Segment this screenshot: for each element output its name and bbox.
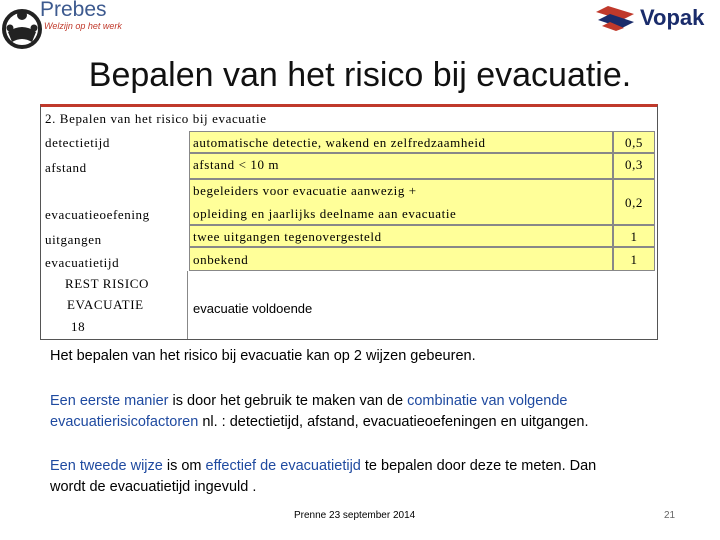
factor-value: 1	[630, 229, 638, 244]
body-paragraph-3-line-2: wordt de evacuatietijd ingevuld .	[50, 479, 257, 495]
prebes-logo-tagline: Welzijn op het werk	[44, 21, 122, 31]
factor-value: 0,5	[624, 135, 644, 150]
condition-text: onbekend	[193, 252, 249, 267]
condition-cell	[189, 247, 613, 271]
factor-label: evacuatietijd	[45, 255, 120, 270]
condition-text: opleiding en jaarlijks deelname aan evacuatie	[193, 206, 457, 221]
body-text: nl. : detectietijd, afstand, evacuatieoefeningen en uitgangen.	[198, 414, 589, 430]
highlight-text: Een tweede wijze	[50, 458, 163, 474]
condition-text: twee uitgangen tegenovergesteld	[193, 229, 382, 244]
rest-risico-result: evacuatie voldoende	[193, 301, 313, 316]
factor-label: uitgangen	[45, 232, 102, 247]
rest-risico-label: EVACUATIE	[67, 297, 144, 312]
factor-value: 0,2	[624, 195, 644, 210]
body-text: is om	[162, 458, 206, 474]
factor-label: afstand	[45, 160, 87, 175]
rest-risico-label: REST RISICO	[65, 276, 150, 291]
body-text: te bepalen door deze te meten. Dan	[360, 458, 597, 474]
footer-date: Prenne 23 september 2014	[294, 510, 416, 521]
condition-text: afstand < 10 m	[193, 157, 280, 172]
body-paragraph-2-line-2	[50, 414, 589, 430]
page-number: 21	[664, 510, 676, 521]
evacuation-risk-table	[40, 104, 658, 340]
body-text: is door het gebruik te maken van de	[168, 393, 408, 409]
condition-text: automatische detectie, wakend en zelfredzaamheid	[193, 135, 486, 150]
highlight-text: effectief de evacuatietijd	[205, 458, 361, 474]
factor-value: 1	[630, 252, 638, 267]
rest-risico-value: 18	[71, 319, 86, 334]
divider	[187, 271, 188, 339]
table-heading: 2. Bepalen van het risico bij evacuatie	[45, 111, 267, 126]
body-paragraph-2-line-1	[50, 393, 568, 409]
condition-text: begeleiders voor evacuatie aanwezig +	[193, 183, 417, 198]
factor-value: 0,3	[624, 157, 644, 172]
body-paragraph-3-line-1	[50, 458, 596, 474]
factor-label: evacuatieoefening	[45, 207, 150, 222]
highlight-text: Een eerste manier	[50, 393, 169, 409]
factor-label: detectietijd	[45, 135, 110, 150]
vopak-logo-name: Vopak	[640, 5, 705, 30]
highlight-text: combinatie van volgende	[407, 393, 568, 409]
prebes-logo-icon	[2, 2, 42, 56]
prebes-logo-name: Prebes	[40, 0, 107, 21]
slide-title: Bepalen van het risico bij evacuatie.	[88, 56, 632, 94]
body-paragraph-1: Het bepalen van het risico bij evacuatie kan op 2 wijzen gebeuren.	[50, 348, 476, 364]
vopak-logo-icon	[594, 4, 638, 32]
highlight-text: evacuatierisicofactoren	[50, 414, 199, 430]
